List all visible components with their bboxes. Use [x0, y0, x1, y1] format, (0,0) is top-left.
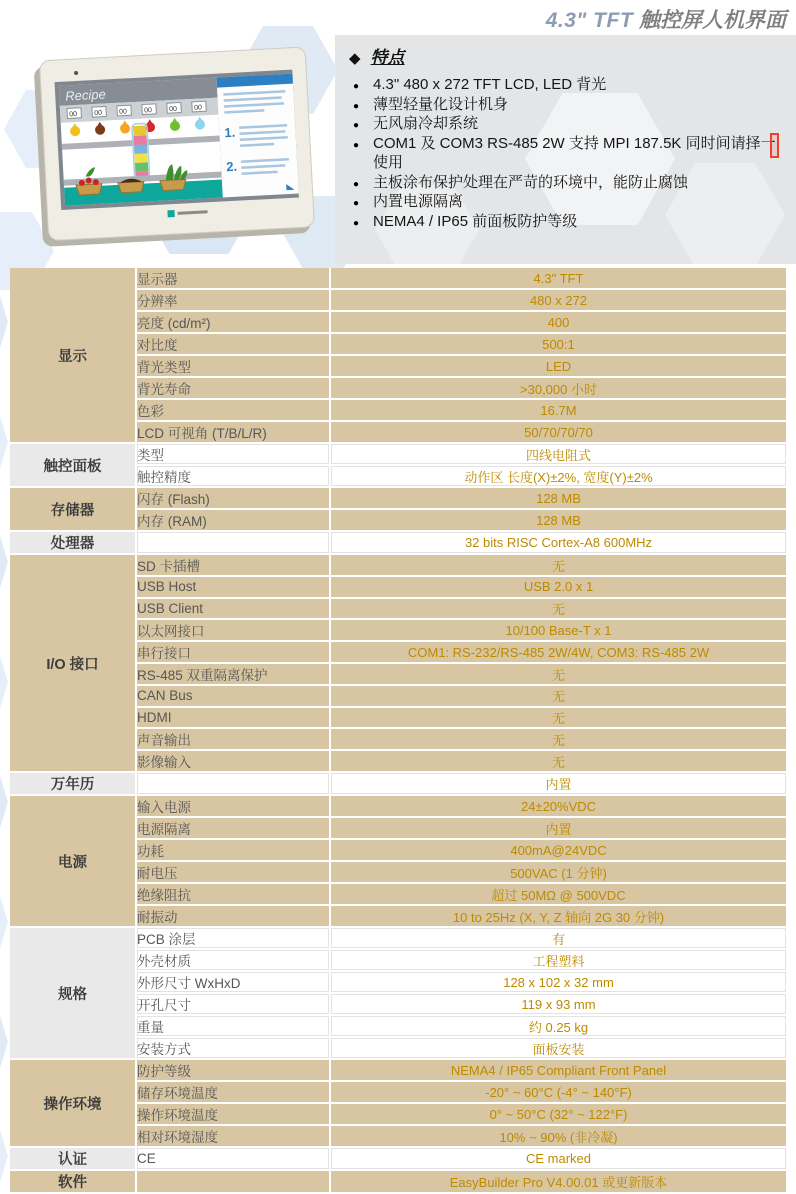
spec-label-cell: 安装方式	[137, 1038, 329, 1058]
spec-label-cell: 储存环境温度	[137, 1082, 329, 1102]
spec-value-cell: 无	[331, 751, 786, 771]
spec-label-cell: 以太网接口	[137, 620, 329, 640]
spec-label-cell: 功耗	[137, 840, 329, 860]
spec-row	[10, 555, 786, 575]
spec-label-cell: CE	[137, 1148, 329, 1169]
hexagon-decoration	[0, 776, 8, 828]
features-list	[349, 75, 790, 231]
spec-value-cell: COM1: RS-232/RS-485 2W/4W, COM3: RS-485 2W	[331, 642, 786, 662]
spec-category-cell: 处理器	[10, 532, 135, 553]
hexagon-decoration	[0, 656, 8, 708]
spec-value-cell: 内置	[331, 818, 786, 838]
spec-category-cell: 显示	[10, 268, 135, 442]
hexagon-decoration	[0, 296, 8, 348]
spec-label-cell: 背光类型	[137, 356, 329, 376]
spec-value-cell: USB 2.0 x 1	[331, 577, 786, 597]
diamond-icon: ◆	[349, 50, 361, 67]
spec-value-cell: 400	[331, 312, 786, 332]
spec-label-cell: 绝缘阻抗	[137, 884, 329, 904]
spec-label-cell: 显示器	[137, 268, 329, 288]
spec-row	[10, 1148, 786, 1169]
svg-text:00: 00	[143, 107, 153, 115]
page-title-text: 触控屏人机界面	[639, 9, 786, 32]
feature-item: ● 薄型轻量化设计机身	[349, 95, 790, 115]
feature-item: ● COM1 及 COM3 RS-485 2W 支持 MPI 187.5K 同时间请择一使用	[349, 134, 790, 173]
spec-label-cell	[137, 532, 329, 553]
spec-category-cell: 万年历	[10, 773, 135, 794]
svg-text:00: 00	[193, 104, 203, 112]
spec-value-cell: 无	[331, 664, 786, 684]
spec-value-cell: 无	[331, 708, 786, 728]
spec-label-cell: LCD 可视角 (T/B/L/R)	[137, 422, 329, 442]
spec-value-cell: 四线电阻式	[331, 444, 786, 464]
red-hexagon-decoration	[770, 133, 779, 158]
spec-row	[10, 532, 786, 553]
spec-label-cell: 分辨率	[137, 290, 329, 310]
feature-item: ● 无风扇冷却系统	[349, 114, 790, 134]
spec-category-cell: 存储器	[10, 488, 135, 530]
hexagon-decoration	[0, 896, 8, 948]
spec-value-cell: 10/100 Base-T x 1	[331, 620, 786, 640]
features-panel	[335, 35, 796, 264]
svg-text:00: 00	[69, 110, 78, 119]
spec-value-cell: 工程塑料	[331, 950, 786, 970]
hexagon-decoration	[0, 1016, 8, 1068]
spec-label-cell: 亮度 (cd/m²)	[137, 312, 329, 332]
spec-value-cell: 128 MB	[331, 488, 786, 508]
spec-value-cell: -20° ~ 60°C (-4° ~ 140°F)	[331, 1082, 786, 1102]
spec-label-cell: CAN Bus	[137, 686, 329, 706]
spec-label-cell: 内存 (RAM)	[137, 510, 329, 530]
product-image	[14, 30, 332, 260]
spec-value-cell: >30,000 小时	[331, 378, 786, 398]
spec-row	[10, 444, 786, 464]
spec-label-cell: 相对环境湿度	[137, 1126, 329, 1146]
feature-item: ● 主板涂布保护处理在严苛的环境中，能防止腐蚀	[349, 173, 790, 193]
spec-category-cell: 操作环境	[10, 1060, 135, 1146]
spec-value-cell: LED	[331, 356, 786, 376]
spec-value-cell: 无	[331, 555, 786, 575]
spec-value-cell: 无	[331, 729, 786, 749]
spec-row	[10, 928, 786, 948]
spec-label-cell: PCB 涂层	[137, 928, 329, 948]
spec-row	[10, 268, 786, 288]
features-title: 特点	[370, 48, 405, 67]
spec-row	[10, 796, 786, 816]
spec-row	[10, 488, 786, 508]
spec-value-cell: CE marked	[331, 1148, 786, 1169]
spec-label-cell: 防护等级	[137, 1060, 329, 1080]
spec-value-cell: 32 bits RISC Cortex-A8 600MHz	[331, 532, 786, 553]
spec-value-cell: 0° ~ 50°C (32° ~ 122°F)	[331, 1104, 786, 1124]
features-heading	[349, 43, 790, 68]
page-title	[546, 4, 786, 34]
spec-label-cell: RS-485 双重隔离保护	[137, 664, 329, 684]
spec-label-cell: 对比度	[137, 334, 329, 354]
spec-category-cell: 规格	[10, 928, 135, 1058]
spec-label-cell: USB Host	[137, 577, 329, 597]
hexagon-decoration	[0, 1130, 8, 1182]
spec-value-cell: 面板安装	[331, 1038, 786, 1058]
spec-label-cell: 触控精度	[137, 466, 329, 486]
spec-row	[10, 1171, 786, 1192]
spec-value-cell: 500VAC (1 分钟)	[331, 862, 786, 882]
spec-table	[8, 266, 788, 1194]
spec-value-cell: 16.7M	[331, 400, 786, 420]
spec-label-cell: 重量	[137, 1016, 329, 1036]
spec-value-cell: 119 x 93 mm	[331, 994, 786, 1014]
spec-label-cell: 耐振动	[137, 906, 329, 926]
spec-value-cell: 无	[331, 599, 786, 619]
spec-label-cell: 电源隔离	[137, 818, 329, 838]
spec-label-cell: 开孔尺寸	[137, 994, 329, 1014]
spec-label-cell: HDMI	[137, 708, 329, 728]
svg-text:00: 00	[94, 109, 103, 118]
page-title-model: 4.3" TFT	[545, 9, 634, 32]
spec-value-cell: 128 x 102 x 32 mm	[331, 972, 786, 992]
spec-row	[10, 1060, 786, 1080]
step-2-label: 2.	[225, 158, 238, 175]
hexagon-decoration	[0, 536, 8, 588]
spec-value-cell: 有	[331, 928, 786, 948]
feature-item: ● 4.3" 480 x 272 TFT LCD, LED 背光	[349, 75, 790, 95]
spec-value-cell: 内置	[331, 773, 786, 794]
hexagon-decoration	[0, 416, 8, 468]
spec-label-cell: USB Client	[137, 599, 329, 619]
spec-label-cell: 闪存 (Flash)	[137, 488, 329, 508]
spec-label-cell: 耐电压	[137, 862, 329, 882]
spec-value-cell: 480 x 272	[331, 290, 786, 310]
spec-label-cell: 背光寿命	[137, 378, 329, 398]
spec-table-container	[8, 266, 788, 1194]
spec-label-cell: 操作环境温度	[137, 1104, 329, 1124]
spec-label-cell: 声音输出	[137, 729, 329, 749]
spec-label-cell	[137, 1171, 329, 1192]
spec-category-cell: 电源	[10, 796, 135, 926]
spec-value-cell: 4.3" TFT	[331, 268, 786, 288]
spec-category-cell: 认证	[10, 1148, 135, 1169]
spec-value-cell: 动作区 长度(X)±2%, 宽度(Y)±2%	[331, 466, 786, 486]
spec-category-cell: 触控面板	[10, 444, 135, 486]
spec-value-cell: 24±20%VDC	[331, 796, 786, 816]
spec-label-cell: 外壳材质	[137, 950, 329, 970]
spec-value-cell: 约 0.25 kg	[331, 1016, 786, 1036]
spec-value-cell: 500:1	[331, 334, 786, 354]
spec-label-cell: 串行接口	[137, 642, 329, 662]
svg-text:00: 00	[119, 108, 128, 116]
spec-label-cell: SD 卡插槽	[137, 555, 329, 575]
screen-title: Recipe	[64, 86, 107, 104]
feature-item: ● NEMA4 / IP65 前面板防护等级	[349, 212, 790, 232]
spec-value-cell: 无	[331, 686, 786, 706]
spec-category-cell: 软件	[10, 1171, 135, 1192]
feature-item: ● 内置电源隔离	[349, 192, 790, 212]
spec-category-cell: I/O 接口	[10, 555, 135, 771]
spec-label-cell: 色彩	[137, 400, 329, 420]
spec-value-cell: 128 MB	[331, 510, 786, 530]
spec-value-cell: NEMA4 / IP65 Compliant Front Panel	[331, 1060, 786, 1080]
svg-text:00: 00	[168, 105, 178, 114]
spec-label-cell	[137, 773, 329, 794]
spec-label-cell: 输入电源	[137, 796, 329, 816]
spec-label-cell: 外形尺寸 WxHxD	[137, 972, 329, 992]
spec-value-cell: 10 to 25Hz (X, Y, Z 轴向 2G 30 分钟)	[331, 906, 786, 926]
spec-label-cell: 类型	[137, 444, 329, 464]
spec-row	[10, 773, 786, 794]
spec-value-cell: 400mA@24VDC	[331, 840, 786, 860]
spec-value-cell: 10% ~ 90% (非冷凝)	[331, 1126, 786, 1146]
step-1-label: 1.	[224, 124, 236, 141]
spec-value-cell: EasyBuilder Pro V4.00.01 或更新版本	[331, 1171, 786, 1192]
spec-value-cell: 超过 50MΩ @ 500VDC	[331, 884, 786, 904]
spec-label-cell: 影像输入	[137, 751, 329, 771]
spec-value-cell: 50/70/70/70	[331, 422, 786, 442]
test-tube	[132, 123, 150, 182]
